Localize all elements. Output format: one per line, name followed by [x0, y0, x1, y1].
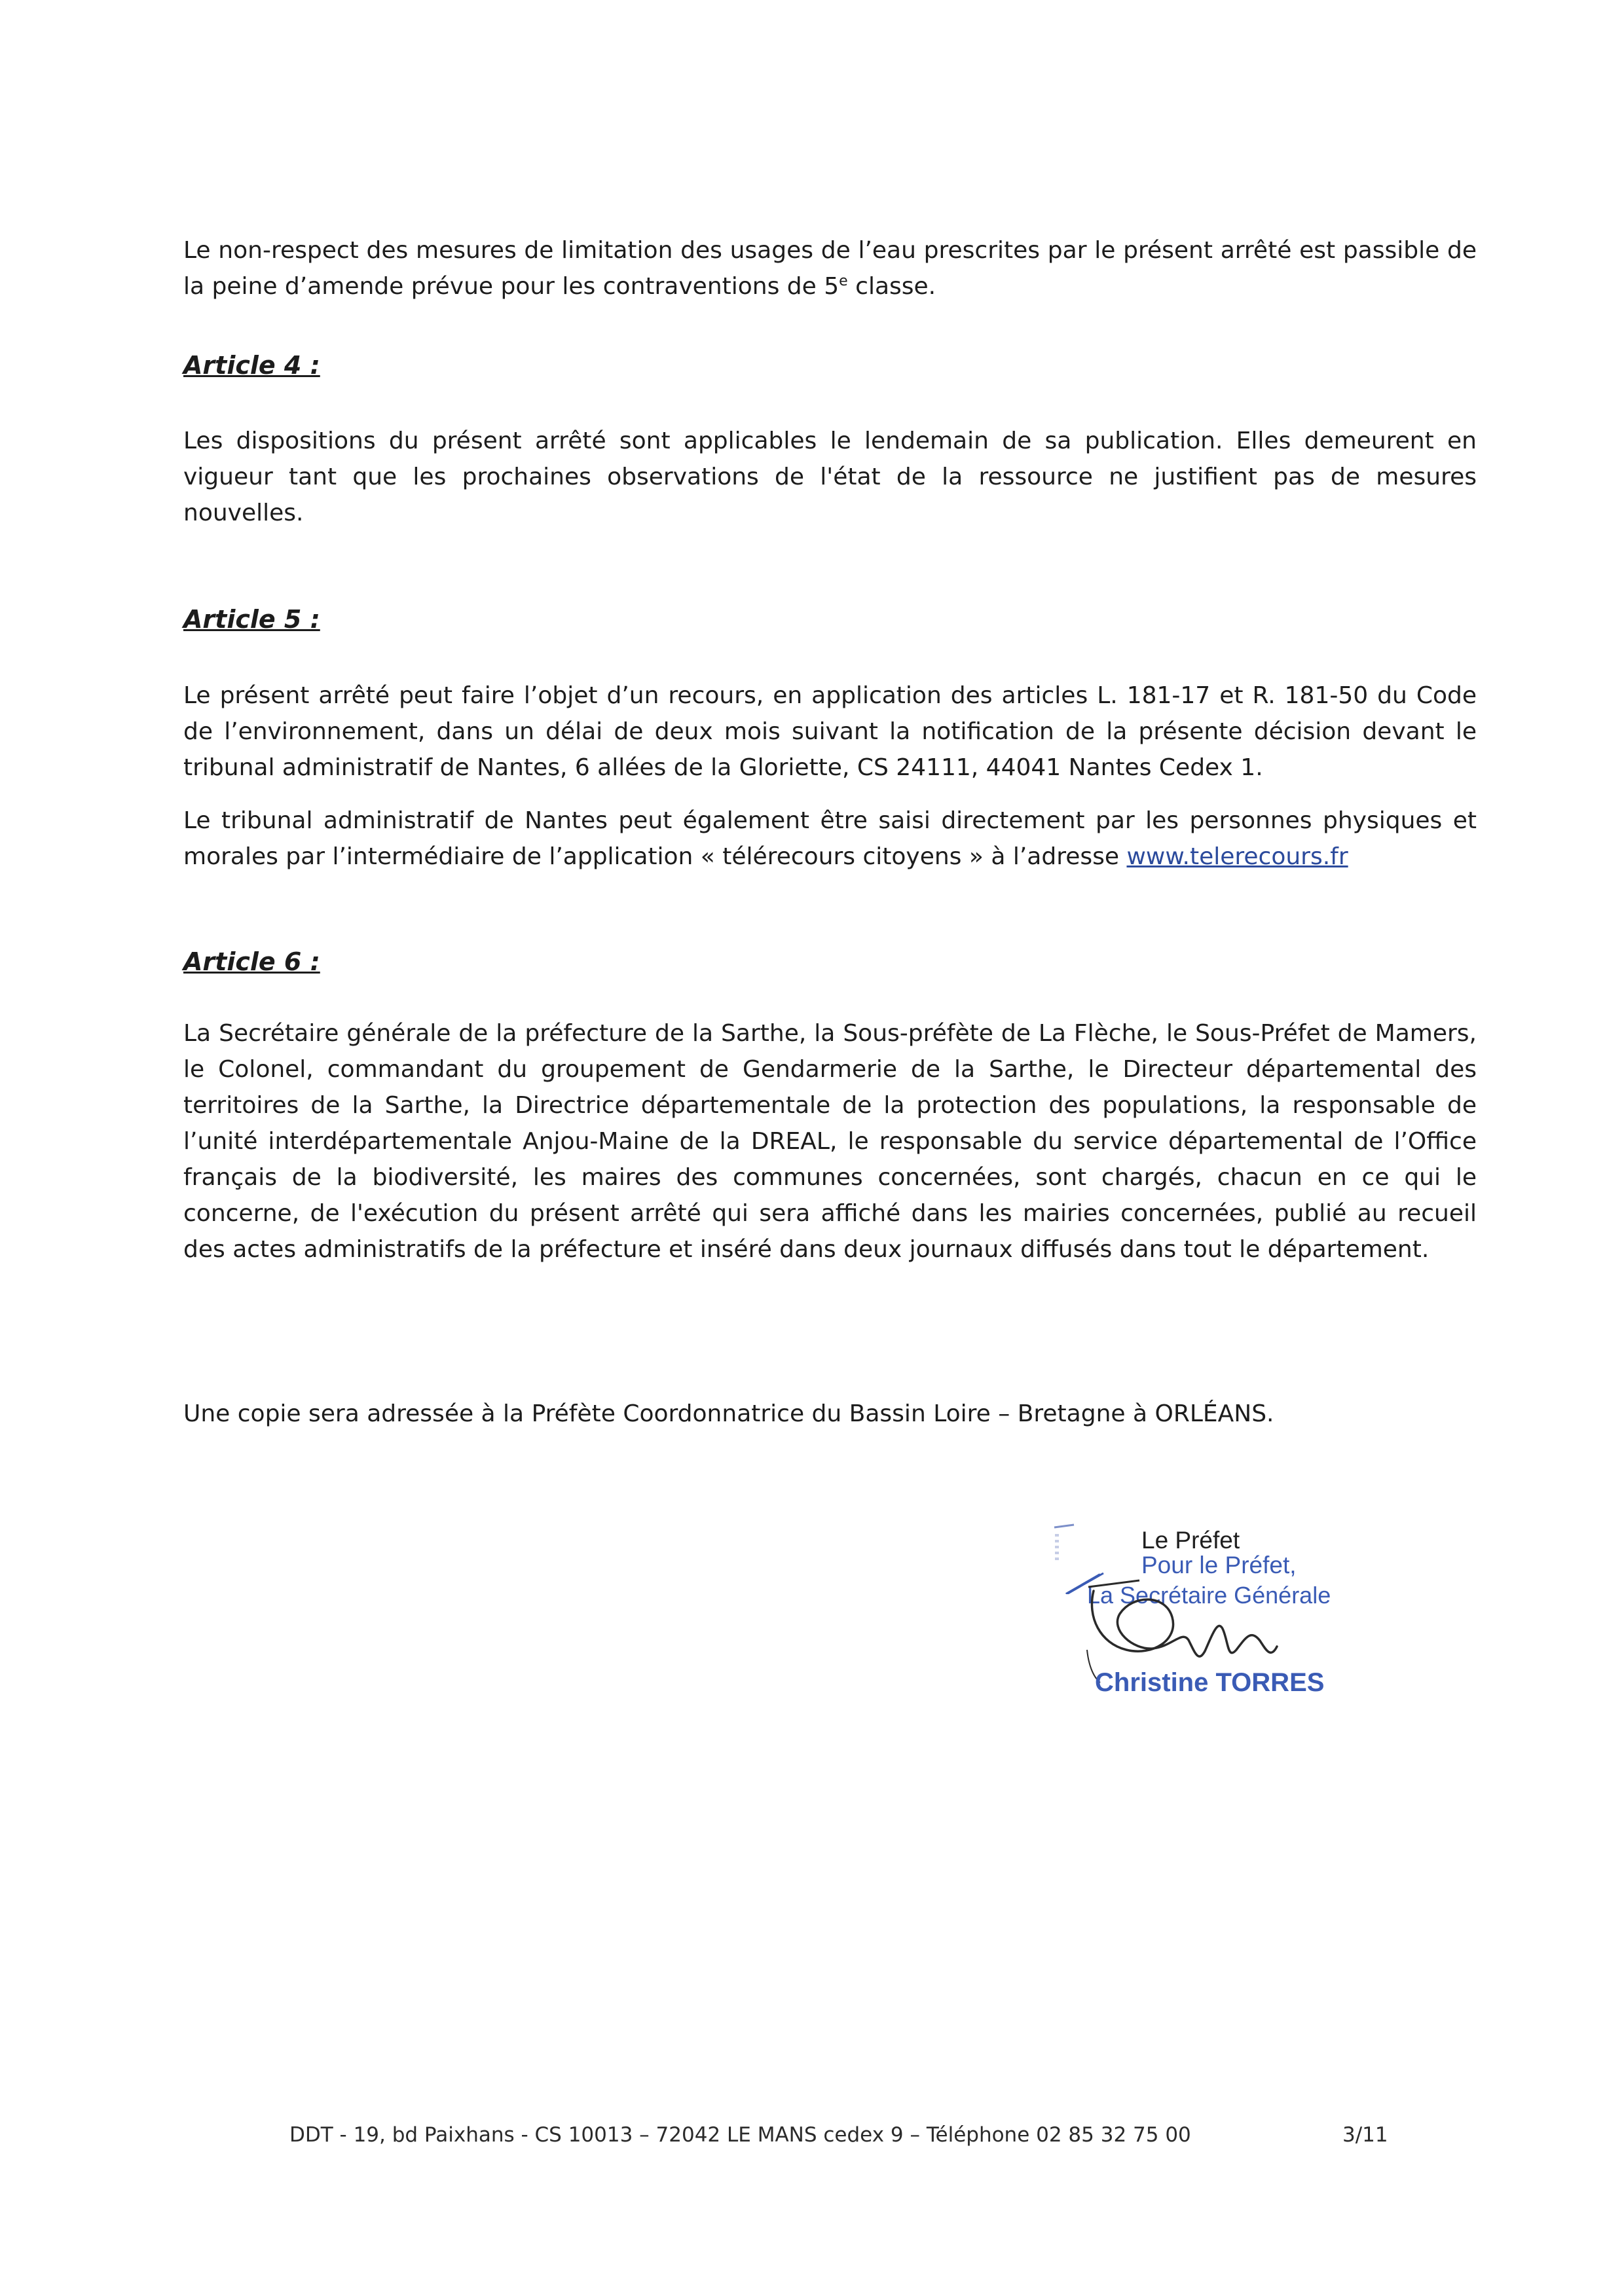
intro-paragraph [183, 232, 1477, 304]
copy-notice: Une copie sera adressée à la Préfète Coordonnatrice du Bassin Loire – Bretagne à ORLÉANS. [183, 1400, 1274, 1427]
article-4-heading: Article 4 : [183, 351, 320, 380]
article-5-paragraph-2-text: Le tribunal administratif de Nantes peut également être saisi directement par les personnes physiques et morales par l’intermédiaire de l’application « télérecours citoyens » à l’adresse [183, 807, 1477, 870]
signature-block [1048, 1519, 1388, 1715]
article-5-paragraph-1: Le présent arrêté peut faire l’objet d’un recours, en application des articles L. 181-17 et R. 181-50 du Code de l’environnement, dans un délai de deux mois suivant la notification de la présente décision devant le tribunal administratif de Nantes, 6 allées de la Gloriette, CS 24111, 44041 Nantes Cedex 1. [183, 682, 1477, 781]
intro-text-end: classe. [847, 273, 936, 300]
footer-address: DDT - 19, bd Paixhans - CS 10013 – 72042 LE MANS cedex 9 – Téléphone 02 85 32 75 00 [289, 2123, 1191, 2147]
intro-superscript: e [839, 273, 848, 289]
stamp-line-1: Pour le Préfet, [1141, 1552, 1297, 1578]
article-5-heading: Article 5 : [183, 605, 320, 634]
stamp-line-2: La Secrétaire Générale [1087, 1582, 1331, 1609]
intro-text: Le non-respect des mesures de limitation des usages de l’eau prescrites par le présent arrêté est passible de la peine d’amende prévue pour les contraventions de 5 [183, 237, 1477, 300]
article-4-text: Les dispositions du présent arrêté sont applicables le lendemain de sa publication. Elles demeurent en vigueur tant que les prochaines observations de l'état de la ressource ne justifient pas de mesures nouvelles. [183, 428, 1477, 526]
telerecours-link[interactable]: www.telerecours.fr [1126, 843, 1348, 870]
stamp-name: Christine TORRES [1095, 1668, 1325, 1697]
footer-page-number: 3/11 [1342, 2123, 1388, 2147]
signature-title: Le Préfet [1141, 1527, 1240, 1554]
article-6-text: La Secrétaire générale de la préfecture de la Sarthe, la Sous-préfète de La Flèche, le Sous-Préfet de Mamers, le Colonel, commandant du groupement de Gendarmerie de la Sarthe, le Directeur départemental des territoires de la Sarthe, la Directrice départementale de la protection des populations, la responsable de l’unité interdépartementale Anjou-Maine de la DREAL, le responsable du service départemental de l’Office français de la biodiversité, les maires des communes concernées, sont chargés, chacun en ce qui le concerne, de l'exécution du présent arrêté qui sera affiché dans les mairies concernées, publié au recueil des actes administratifs de la préfecture et inséré dans deux journaux diffusés dans tout le département. [183, 1020, 1477, 1263]
article-6-heading: Article 6 : [183, 947, 320, 976]
article-5-paragraph-2 [183, 803, 1477, 875]
